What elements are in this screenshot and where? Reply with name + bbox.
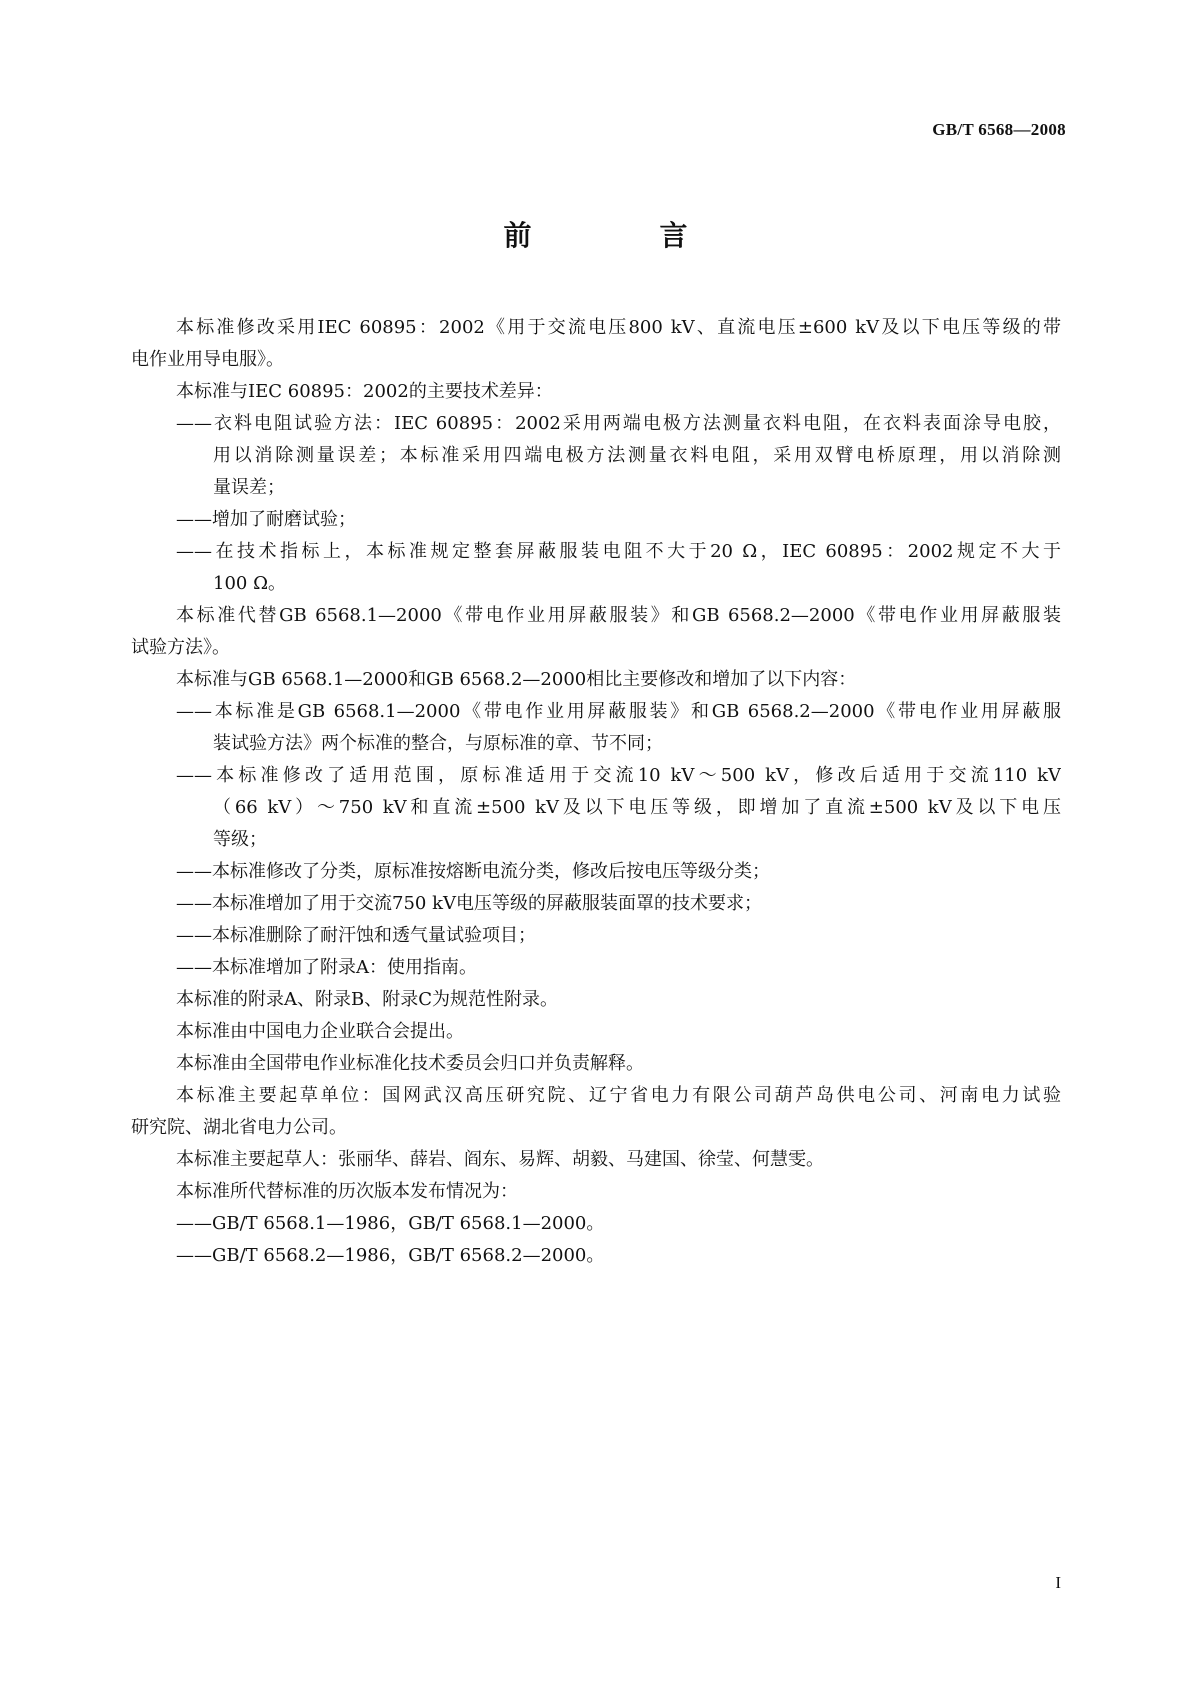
list-item: ——增加了耐磨试验； <box>176 509 356 530</box>
list-item: ——GB/T 6568.2—1986，GB/T 6568.2—2000。 <box>176 1245 605 1266</box>
body-line: 本标准的附录A、附录B、附录C为规范性附录。 <box>176 989 558 1010</box>
list-item: ——本标准删除了耐汗蚀和透气量试验项目； <box>176 925 536 946</box>
body-line: 本标准主要起草人：张丽华、薛岩、阎东、易辉、胡毅、马建国、徐莹、何慧雯。 <box>176 1149 824 1170</box>
body-line: 研究院、湖北省电力公司。 <box>131 1117 347 1138</box>
list-item-continuation: 量误差； <box>213 477 285 498</box>
list-item-continuation: 等级； <box>213 829 267 850</box>
list-item-continuation: 装试验方法》两个标准的整合，与原标准的章、节不同； <box>213 733 663 754</box>
standard-code: GB/T 6568—2008 <box>932 120 1066 139</box>
document-body <box>131 312 1061 1272</box>
body-line: 电作业用导电服》。 <box>131 349 284 370</box>
body-line: 本标准修改采用IEC 60895：2002《用于交流电压800 kV、直流电压±600 kV及以下电压等级的带 <box>176 317 1061 338</box>
list-item: ——本标准修改了适用范围，原标准适用于交流10 kV～500 kV，修改后适用于交流110 kV <box>176 765 1061 786</box>
list-item: ——本标准增加了附录A：使用指南。 <box>176 957 477 978</box>
body-line: 本标准由中国电力企业联合会提出。 <box>176 1021 464 1042</box>
page-title: 前 言 <box>503 219 738 252</box>
body-line: 试验方法》。 <box>131 637 230 658</box>
body-line: 本标准与IEC 60895：2002的主要技术差异： <box>176 381 553 402</box>
list-item: ——在技术指标上，本标准规定整套屏蔽服装电阻不大于20 Ω，IEC 60895：2002规定不大于 <box>176 541 1061 562</box>
body-line: 本标准代替GB 6568.1—2000《带电作业用屏蔽服装》和GB 6568.2—2000《带电作业用屏蔽服装 <box>176 605 1061 626</box>
body-line: 本标准与GB 6568.1—2000和GB 6568.2—2000相比主要修改和增加了以下内容： <box>176 669 857 690</box>
list-item-continuation: 100 Ω。 <box>213 573 287 594</box>
body-line: 本标准所代替标准的历次版本发布情况为： <box>176 1181 518 1202</box>
body-line: 本标准主要起草单位：国网武汉高压研究院、辽宁省电力有限公司葫芦岛供电公司、河南电力试验 <box>176 1085 1061 1106</box>
list-item: ——衣料电阻试验方法：IEC 60895：2002采用两端电极方法测量衣料电阻，在衣料表面涂导电胶， <box>176 413 1061 434</box>
list-item: ——GB/T 6568.1—1986，GB/T 6568.1—2000。 <box>176 1213 605 1234</box>
list-item: ——本标准增加了用于交流750 kV电压等级的屏蔽服装面罩的技术要求； <box>176 893 762 914</box>
list-item: ——本标准修改了分类，原标准按熔断电流分类，修改后按电压等级分类； <box>176 861 770 882</box>
body-line: 本标准由全国带电作业标准化技术委员会归口并负责解释。 <box>176 1053 644 1074</box>
page-number: I <box>1055 1573 1061 1592</box>
list-item-continuation: 用以消除测量误差；本标准采用四端电极方法测量衣料电阻，采用双臂电桥原理，用以消除测 <box>213 445 1061 466</box>
list-item-continuation: （66 kV）～750 kV和直流±500 kV及以下电压等级，即增加了直流±500 kV及以下电压 <box>213 797 1061 818</box>
list-item: ——本标准是GB 6568.1—2000《带电作业用屏蔽服装》和GB 6568.2—2000《带电作业用屏蔽服 <box>176 701 1061 722</box>
